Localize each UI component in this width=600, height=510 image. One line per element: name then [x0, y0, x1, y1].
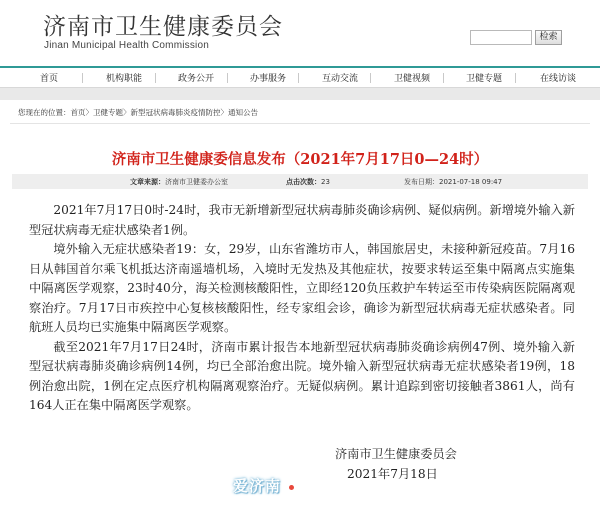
nav-item-interviews[interactable]: 在线访谈 [540, 74, 577, 84]
nav-item-functions[interactable]: 机构职能 [106, 74, 143, 84]
breadcrumb-home[interactable]: 首页 [70, 108, 86, 117]
nav-item-videos[interactable]: 卫健视频 [394, 74, 431, 84]
breadcrumb-notices[interactable]: 通知公告 [228, 108, 258, 117]
nav-item-home[interactable]: 首页 [40, 74, 59, 84]
nav-item-interaction[interactable]: 互动交流 [322, 74, 359, 84]
main-nav [0, 66, 600, 88]
nav-divider [227, 73, 228, 83]
article-signature: 济南市卫生健康委员会 [335, 447, 457, 461]
meta-views-value: 23 [321, 178, 330, 186]
watermark-dot-icon [289, 485, 294, 490]
breadcrumb-covid[interactable]: 新型冠状病毒肺炎疫情防控 [130, 108, 221, 117]
site-header [0, 0, 600, 66]
nav-divider [82, 73, 83, 83]
search-button[interactable]: 检索 [535, 30, 562, 45]
breadcrumb-prefix: 您现在的位置： [18, 108, 71, 117]
nav-item-topics[interactable]: 卫健专题 [466, 74, 503, 84]
article-paragraph: 2021年7月17日0时-24时，我市无新增新型冠状病毒肺炎确诊病例、疑似病例。新增境外输入新型冠状病毒无症状感染者1例。 [29, 203, 575, 237]
nav-divider [515, 73, 516, 83]
meta-source-label: 文章来源： [130, 178, 165, 186]
site-title[interactable]: 济南市卫生健康委员会 [43, 14, 283, 40]
search-input[interactable] [470, 30, 532, 45]
breadcrumb-separator: 〉 [123, 108, 131, 117]
article-meta [12, 174, 588, 189]
meta-date-value: 2021-07-18 09:47 [439, 178, 503, 186]
article-sign-date: 2021年7月18日 [347, 467, 438, 481]
breadcrumb-trail [18, 107, 258, 118]
breadcrumb-separator: 〉 [220, 108, 228, 117]
nav-divider [443, 73, 444, 83]
article-body [29, 201, 575, 416]
article-paragraph: 境外输入无症状感染者19：女，29岁，山东省潍坊市人，韩国旅居史，未接种新冠疫苗。7月16日从韩国首尔乘飞机抵达济南遥墙机场，入境时无发热及其他症状，按要求转运至集中隔离点实施集中隔离医学观察，23时40分，海关检测核酸阳性，立即经120负压救护车转运至市传染病医院隔离观察治疗。7月17日市疾控中心复核核酸阳性，经专家组会诊，确诊为新型冠状病毒无症状感染者。同航班人员均已实施集中隔离医学观察。 [29, 242, 575, 334]
meta-source-value: 济南市卫健委办公室 [165, 178, 228, 186]
watermark-logo: 爱济南 [233, 477, 282, 495]
nav-divider [155, 73, 156, 83]
header-band [0, 88, 600, 100]
meta-date [404, 177, 502, 187]
article-paragraph: 截至2021年7月17日24时，济南市累计报告本地新型冠状病毒肺炎确诊病例47例、境外输入新型冠状病毒肺炎确诊病例14例，均已全部治愈出院。境外输入新型冠状病毒无症状感染者19例，18例治愈出院，1例在定点医疗机构隔离观察治疗。无疑似病例。累计追踪到密切接触者3861人，尚有164人正在集中隔离医学观察。 [29, 339, 575, 412]
breadcrumb [10, 100, 590, 124]
nav-item-services[interactable]: 办事服务 [250, 74, 287, 84]
meta-date-label: 发布日期： [404, 178, 439, 186]
nav-divider [298, 73, 299, 83]
nav-item-government-affairs[interactable]: 政务公开 [178, 74, 215, 84]
breadcrumb-topics[interactable]: 卫健专题 [93, 108, 123, 117]
nav-divider [370, 73, 371, 83]
site-subtitle: Jinan Municipal Health Commission [44, 40, 209, 51]
meta-views [286, 177, 330, 187]
meta-source [130, 177, 228, 187]
meta-views-label: 点击次数： [286, 178, 321, 186]
breadcrumb-separator: 〉 [85, 108, 93, 117]
article-title: 济南市卫生健康委信息发布（2021年7月17日0—24时） [111, 151, 489, 168]
